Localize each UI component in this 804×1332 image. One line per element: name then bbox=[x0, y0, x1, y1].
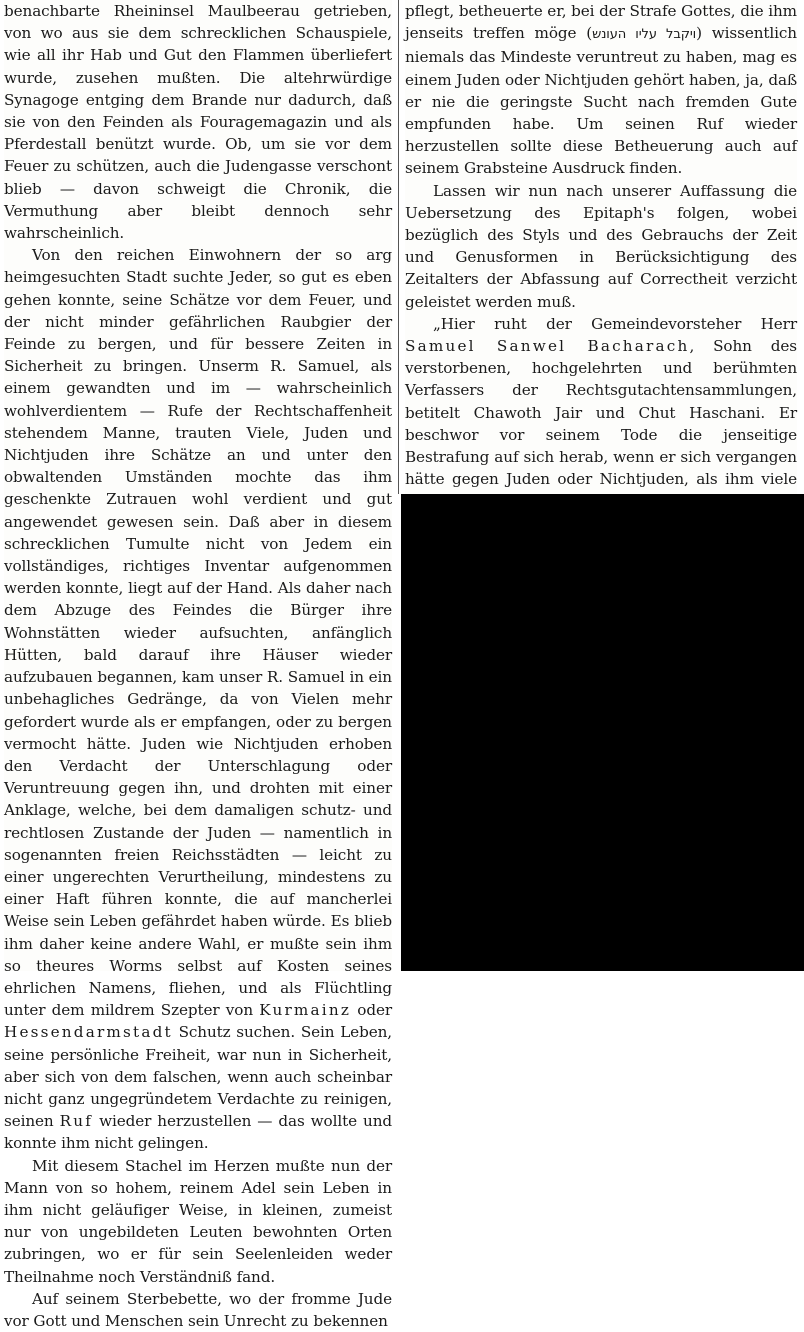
paragraph-synagogue-fire: benachbarte Rheininsel Maulbeerau getrieben, von wo aus sie dem schrecklichen Schauspiele, wie all ihr Hab und Gut den Flammen überliefert wurde, zusehen mußten. Die altehrwürdige Synagoge entging dem Brande nur dadurch, daß sie von den Feinden als Fouragemagazin und als Pferdestall benützt wurde. Ob, um sie vor dem Feuer zu schützen, auch die Judengasse verschont blieb — davon schweigt die Chronik, die Vermuthung aber bleibt dennoch sehr wahrscheinlich. bbox=[4, 2, 392, 243]
right-text-column bbox=[405, 0, 797, 494]
paragraph-text: „Hier ruht der Gemeindevorsteher Herr bbox=[433, 314, 797, 333]
paragraph-betheuerung bbox=[405, 0, 797, 180]
place-name-hessendarmstadt: Hessendarmstadt bbox=[4, 1023, 173, 1042]
paragraph-epitaph-intro: Lassen wir nun nach unserer Auffassung die Uebersetzung des Epitaph's folgen, wobei bezüglich des Styls und des Gebrauchs der Zeit und Genusformen in Berücksichtigung des Zeitalters der Abfassung auf Correctheit verzicht geleistet werden muß. bbox=[405, 181, 797, 311]
paragraph-stachel: Mit diesem Stachel im Herzen mußte nun der Mann von so hohem, reinem Adel sein Leben in ihm nicht geläufiger Weise, in kleinen, zumeist nur von ungebildeten Leuten bewohnten Orten zubringen, wo er für sein Seelenleiden weder Theilnahme noch Verständniß fand. bbox=[4, 1156, 392, 1286]
paragraph-text: , Sohn des verstorbenen, hochgelehrten und berühmten Verfassers der Rechtsgutachtensammlungen, betitelt Chawoth Jair und Chut Haschani. Er beschwor vor seinem Tode die jenseitige Bestrafung auf sich herab, wenn er sich vergangen hätte gegen Juden oder Nichtjuden, als ihm viele bbox=[405, 337, 797, 489]
black-redaction-area bbox=[401, 494, 804, 971]
person-name-samuel: Samuel Sanwel Bacharach bbox=[405, 337, 690, 356]
place-name-kurmainz: Kurmainz bbox=[259, 1001, 352, 1020]
paragraph-text: ) wissentlich niemals das Mindeste veruntreut zu haben, mag es einem Juden oder Nichtjuden gehört haben, ja, daß er nie die geringste Sucht nach fremden Gute empfunden habe. Um seinen Ruf wieder herzustellen sollte diese Betheuerung auch auf seinem Grabsteine Ausdruck finden. bbox=[405, 24, 797, 178]
paragraph-text: pflegt, betheuerte er, bei der Strafe Gottes, die ihm jenseits treffen möge ( bbox=[405, 2, 797, 43]
paragraph-text: wieder herzustellen — das wollte und konnte ihm nicht gelingen. bbox=[4, 1112, 392, 1153]
paragraph-text: oder bbox=[351, 1001, 392, 1020]
paragraph-text: Schutz suchen. Sein Leben, seine persönliche Freiheit, war nun in Sicherheit, aber sich von dem falschen, wenn auch scheinbar nicht ganz ungegründetem Verdachte zu reinigen, seinen bbox=[4, 1023, 392, 1131]
paragraph-text: Von den reichen Einwohnern der so arg heimgesuchten Stadt suchte Jeder, so gut es eben gehen konnte, seine Schätze vor dem Feuer, und der nicht minder gefährlichen Raubgier der Feinde zu bergen, und für bessere Zeiten in Sicherheit zu bringen. Unserm R. Samuel, als einem gewandten und im — wahrscheinlich wohlverdientem — Rufe der Rechtschaffenheit stehendem Manne, trauten Viele, Juden und Nichtjuden ihre Schätze an und unter den obwaltenden Umständen mochte das ihm geschenkte Zutrauen wohl verdient und gut angewendet gewesen sein. Daß aber in diesem schrecklichen Tumulte nicht von Jedem ein vollständiges, richtiges Inventar aufgenommen werden konnte, liegt auf der Hand. Als daher nach dem Abzuge des Feindes die Bürger ihre Wohnstätten wieder aufsuchten, anfänglich Hütten, bald darauf ihre Häuser wieder aufzubauen begannen, kam unser R. Samuel in ein unbehagliches Gedränge, da von Vielen mehr gefordert wurde als er empfangen, oder zu bergen vermocht hätte. Juden wie Nichtjuden erhoben den Verdacht der Unterschlagung oder Veruntreuung gegen ihn, und drohten mit einer Anklage, welche, bei dem damaligen schutz- und rechtlosen Zustande der Juden — namentlich in sogenannten freien Reichsstädten — leicht zu einer ungerechten Verurtheilung, mindestens zu einer Haft führen konnte, die auf mancherlei Weise sein Leben gefährdet haben würde. Es blieb ihm daher keine andere Wahl, er mußte sein ihm so theures Worms selbst auf Kosten seines ehrlichen Namens, fliehen, und als Flüchtling unter dem mildrem Szepter von bbox=[4, 246, 392, 1020]
left-text-column bbox=[4, 0, 392, 1330]
column-divider bbox=[398, 0, 399, 494]
hebrew-quote: ויקבל עליו העונש bbox=[592, 27, 697, 43]
paragraph-sterbebett: Auf seinem Sterbebette, wo der fromme Jude vor Gott und Menschen sein Unrecht zu bekennen bbox=[4, 1289, 392, 1330]
emphasis-ruf: Ruf bbox=[59, 1112, 94, 1131]
paragraph-samuel-flight bbox=[4, 244, 392, 1154]
